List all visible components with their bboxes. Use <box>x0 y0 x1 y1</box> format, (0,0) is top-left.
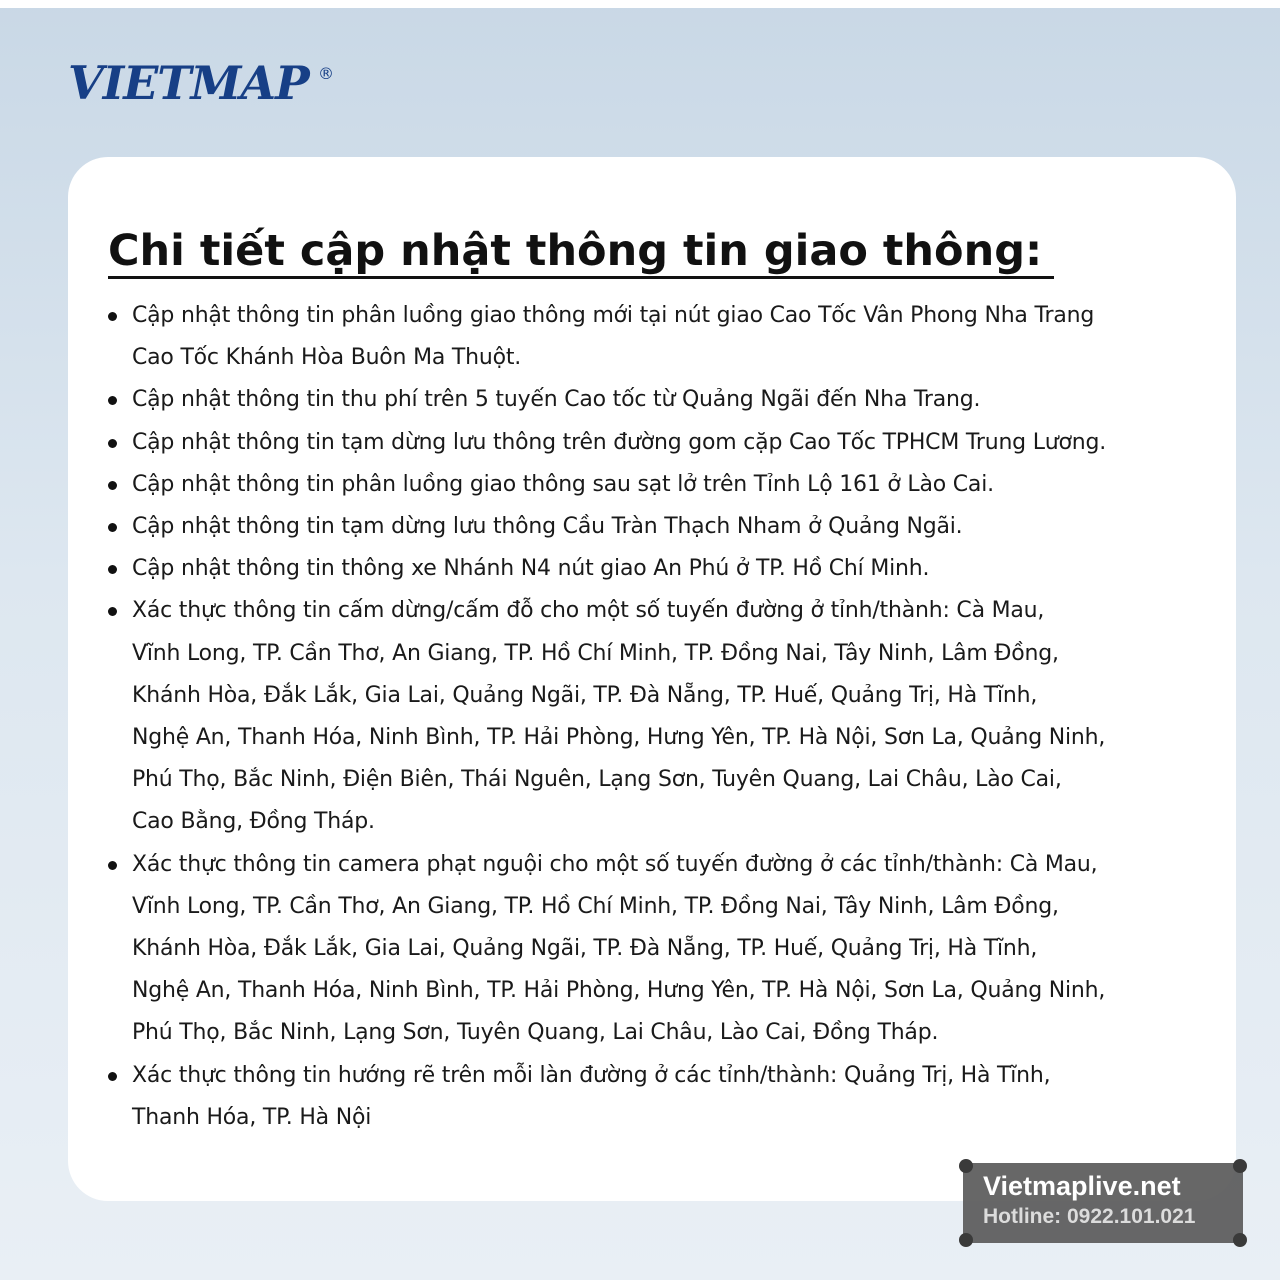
list-item <box>108 506 1218 548</box>
watermark-box <box>963 1163 1243 1243</box>
update-list <box>108 295 1218 1139</box>
list-item <box>108 1055 1218 1139</box>
corner-dot <box>959 1159 973 1173</box>
bullet-icon <box>108 565 117 574</box>
list-item-text-line: Nghệ An, Thanh Hóa, Ninh Bình, TP. Hải Phòng, Hưng Yên, TP. Hà Nội, Sơn La, Quảng Ninh, <box>132 978 1106 1004</box>
list-item-text-line: Xác thực thông tin cấm dừng/cấm đỗ cho một số tuyến đường ở tỉnh/thành: Cà Mau, <box>132 598 1045 624</box>
list-item-text-line: Khánh Hòa, Đắk Lắk, Gia Lai, Quảng Ngãi, TP. Đà Nẵng, TP. Huế, Quảng Trị, Hà Tĩnh, <box>132 682 1038 708</box>
corner-dot <box>1233 1233 1247 1247</box>
list-item <box>108 464 1218 506</box>
watermark-site: Vietmaplive.net <box>983 1171 1181 1201</box>
list-item-text-line: Phú Thọ, Bắc Ninh, Điện Biên, Thái Nguên, Lạng Sơn, Tuyên Quang, Lai Châu, Lào Cai, <box>132 767 1062 793</box>
list-item-text-line: Cập nhật thông tin phân luồng giao thông mới tại nút giao Cao Tốc Vân Phong Nha Trang <box>132 303 1095 328</box>
content-card <box>68 157 1236 1201</box>
bullet-icon <box>108 607 117 616</box>
list-item <box>108 590 1218 843</box>
bullet-icon <box>108 439 117 448</box>
list-item-text-line: Thanh Hóa, TP. Hà Nội <box>132 1104 372 1130</box>
bullet-icon <box>108 481 117 490</box>
list-item-text-line: Cập nhật thông tin tạm dừng lưu thông Cầu Tràn Thạch Nham ở Quảng Ngãi. <box>132 514 963 540</box>
bullet-icon <box>108 1072 117 1081</box>
list-item <box>108 379 1218 421</box>
corner-dot <box>959 1233 973 1247</box>
bullet-icon <box>108 396 117 405</box>
registered-mark: ® <box>318 64 334 83</box>
list-item <box>108 422 1218 464</box>
list-item-text-line: Vĩnh Long, TP. Cần Thơ, An Giang, TP. Hồ Chí Minh, TP. Đồng Nai, Tây Ninh, Lâm Đồng, <box>132 893 1059 919</box>
list-item-text-line: Cao Tốc Khánh Hòa Buôn Ma Thuột. <box>132 345 522 371</box>
list-item-text-line: Cập nhật thông tin thu phí trên 5 tuyến Cao tốc từ Quảng Ngãi đến Nha Trang. <box>132 387 981 413</box>
list-item-text-line: Cập nhật thông tin phân luồng giao thông sau sạt lở trên Tỉnh Lộ 161 ở Lào Cai. <box>132 471 994 497</box>
watermark-hotline: Hotline: 0922.101.021 <box>983 1205 1196 1228</box>
vietmap-logo: VIETMAP <box>68 56 309 110</box>
list-item-text-line: Nghệ An, Thanh Hóa, Ninh Bình, TP. Hải Phòng, Hưng Yên, TP. Hà Nội, Sơn La, Quảng Ninh, <box>132 725 1106 751</box>
list-item-text-line: Khánh Hòa, Đắk Lắk, Gia Lai, Quảng Ngãi, TP. Đà Nẵng, TP. Huế, Quảng Trị, Hà Tĩnh, <box>132 936 1038 962</box>
corner-dot <box>1233 1159 1247 1173</box>
bullet-icon <box>108 861 117 870</box>
list-item <box>108 844 1218 1055</box>
list-item-text-line: Xác thực thông tin camera phạt nguội cho một số tuyến đường ở các tỉnh/thành: Cà Mau, <box>132 851 1098 877</box>
list-item <box>108 548 1218 590</box>
list-item-text-line: Xác thực thông tin hướng rẽ trên mỗi làn đường ở các tỉnh/thành: Quảng Trị, Hà Tĩnh, <box>132 1062 1051 1088</box>
list-item-text-line: Cập nhật thông tin thông xe Nhánh N4 nút giao An Phú ở TP. Hồ Chí Minh. <box>132 556 930 582</box>
list-item <box>108 295 1218 379</box>
list-item-text-line: Vĩnh Long, TP. Cần Thơ, An Giang, TP. Hồ Chí Minh, TP. Đồng Nai, Tây Ninh, Lâm Đồng, <box>132 640 1059 666</box>
list-item-text-line: Phú Thọ, Bắc Ninh, Lạng Sơn, Tuyên Quang, Lai Châu, Lào Cai, Đồng Tháp. <box>132 1020 939 1046</box>
card-title: Chi tiết cập nhật thông tin giao thông: <box>108 227 1054 279</box>
bullet-icon <box>108 523 117 532</box>
list-item-text-line: Cập nhật thông tin tạm dừng lưu thông trên đường gom cặp Cao Tốc TPHCM Trung Lương. <box>132 429 1107 455</box>
bullet-icon <box>108 312 117 321</box>
list-item-text-line: Cao Bằng, Đồng Tháp. <box>132 809 375 835</box>
top-border-strip <box>0 0 1280 8</box>
